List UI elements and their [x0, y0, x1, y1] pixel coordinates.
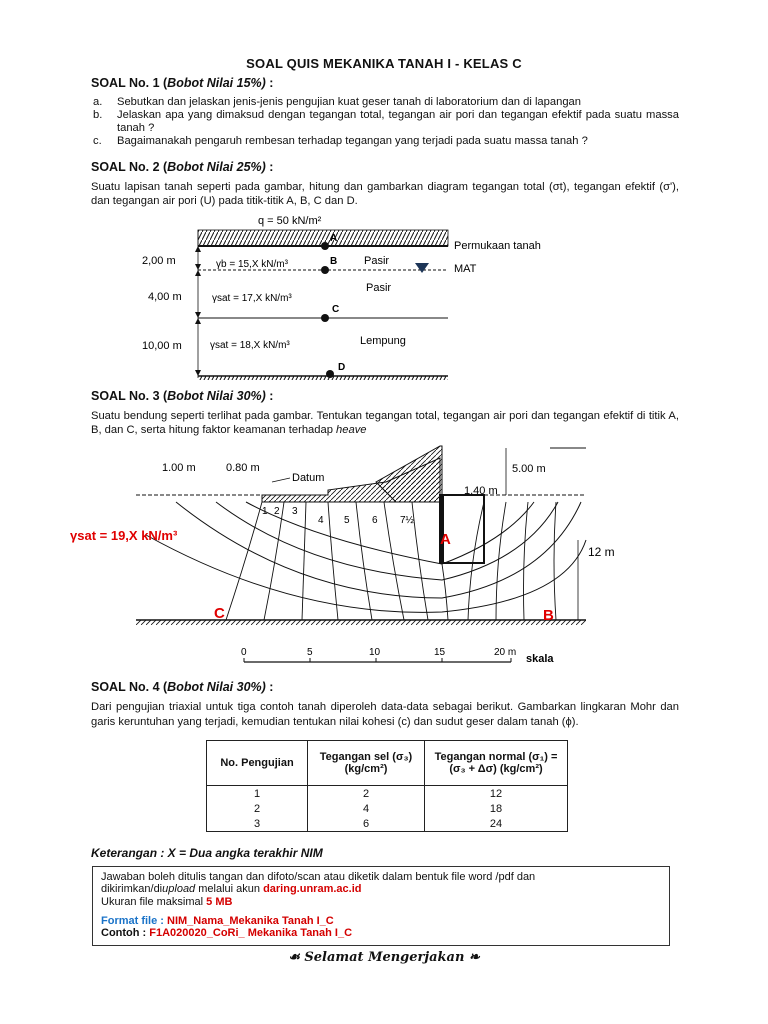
drop-label: 6 [372, 515, 378, 526]
drop-label: 3 [292, 506, 298, 517]
table-cell: 6 [308, 816, 425, 832]
water-table-icon [415, 263, 429, 273]
drop-label: 5 [344, 515, 350, 526]
soal3-text: Suatu bendung seperti terlihat pada gambar. Tentukan tegangan total, tegangan air pori dan tegangan efektif di titik A, B, dan C, serta hitung faktor keamanan terhadap heave [91, 410, 679, 436]
depth-label: 4,00 m [148, 291, 182, 303]
note-line: Ukuran file maksimal 5 MB [101, 895, 233, 908]
scale-tick: 5 [307, 647, 313, 658]
surface-label: Permukaan tanah [454, 240, 541, 252]
table-header-row [207, 741, 568, 786]
point-label: D [338, 362, 346, 373]
footer [0, 950, 768, 965]
list-item: a. Sebutkan dan jelaskan jenis-jenis pengujian kuat geser tanah di laboratorium dan di lapangan [93, 96, 581, 108]
table-row [207, 786, 568, 802]
dim-depth: 12 m [588, 545, 615, 559]
heave-block [440, 495, 484, 563]
datum-label: Datum [292, 472, 325, 484]
dim-left: 1.00 m [162, 462, 196, 474]
table-cell: 4 [308, 801, 425, 816]
soal4-heading: SOAL No. 4 (Bobot Nilai 30%) : [91, 680, 274, 694]
contoh-line: Contoh : F1A020020_CoRi_ Mekanika Tanah I_C [101, 927, 353, 940]
point-b: B [543, 607, 554, 624]
scale-tick: 20 m [494, 647, 517, 658]
list-item: b. Jelaskan apa yang dimaksud dengan tegangan total, tegangan air pori dan tegangan efektif pada suatu massa tanah ? [93, 109, 679, 134]
table-cell: 3 [207, 816, 308, 832]
submission-note [92, 866, 670, 946]
dim-mid: 0.80 m [226, 462, 260, 474]
table-cell: 1 [207, 786, 308, 802]
soal1-list [91, 96, 679, 148]
scale-tick: 15 [434, 647, 446, 658]
equipotential-lines [226, 502, 556, 620]
soal1-heading: SOAL No. 1 (Bobot Nilai 15%) : [91, 76, 274, 90]
drop-label: 2 [274, 506, 280, 517]
table-row [207, 816, 568, 832]
footer-text: Selamat Mengerjakan [304, 950, 465, 965]
table-row [207, 801, 568, 816]
note-line: dikirimkan/diupload melalui akun daring.unram.ac.id [101, 883, 362, 896]
mat-label: MAT [454, 263, 477, 275]
col-header: Tegangan sel (σ₃) (kg/cm²) [308, 741, 425, 786]
gamma-label: γsat = 18,X kN/m³ [210, 340, 290, 351]
drop-label: 4 [318, 515, 324, 526]
soil-label: Pasir [366, 282, 392, 294]
soal3-heading: SOAL No. 3 (Bobot Nilai 30%) : [91, 389, 274, 403]
point-label: A [330, 233, 338, 244]
drop-label: 7½ [400, 515, 414, 526]
triaxial-table [206, 740, 568, 832]
flow-lines [146, 502, 586, 612]
gamma-sat-label: γsat = 19,X kN/m³ [70, 528, 178, 543]
col-header: Tegangan normal (σ₁) = (σ₃ + Δσ) (kg/cm²) [425, 741, 568, 786]
table-cell: 2 [207, 801, 308, 816]
weir-flow-net-diagram [66, 440, 636, 672]
note-line: Jawaban boleh ditulis tangan dan difoto/scan atau diketik dalam bentuk file word /pdf dan [101, 871, 536, 883]
bedrock-hatch [198, 376, 448, 380]
scale-label: skala [526, 653, 554, 665]
depth-label: 10,00 m [142, 340, 182, 352]
drop-label: 1 [262, 506, 268, 517]
soal4-text: Dari pengujian triaxial untuk tiga contoh tanah diperoleh data-data sebagai berikut. Gambarkan lingkaran Mohr dan garis keruntuhan yang terjadi, kemudian tentukan nilai kohesi (c) dan sudut geser dalam tanah (ϕ). [91, 701, 679, 728]
site-link[interactable]: daring.unram.ac.id [263, 883, 362, 896]
soil-label: Lempung [360, 335, 406, 347]
dim-sheet: 1.40 m [464, 485, 498, 497]
table-cell: 12 [425, 786, 568, 802]
soal2-text: Suatu lapisan tanah seperti pada gambar, hitung dan gambarkan diagram tegangan total (σt), tegangan efektif (σ'), dan tegangan air pori (U) pada titik-titik A, B, C dan D. [91, 181, 679, 207]
table-cell: 24 [425, 816, 568, 832]
gamma-label: γb = 15,X kN/m³ [216, 259, 288, 270]
point-label: B [330, 256, 338, 267]
page-title: SOAL QUIS MEKANIKA TANAH I - KELAS C [246, 56, 522, 71]
point-d [326, 370, 334, 378]
scale-tick: 10 [369, 647, 381, 658]
point-c [321, 314, 329, 322]
scale-tick: 0 [241, 647, 247, 658]
ornament-left-icon: ☙ [288, 950, 305, 965]
col-header: No. Pengujian [207, 741, 308, 786]
scale-bar [241, 647, 554, 665]
soil-label: Pasir [364, 255, 390, 267]
depth-label: 2,00 m [142, 255, 176, 267]
point-a [321, 242, 329, 250]
load-label: q = 50 kN/m² [258, 215, 322, 227]
soal2-heading: SOAL No. 2 (Bobot Nilai 25%) : [91, 160, 274, 174]
dim-right: 5.00 m [512, 463, 546, 475]
ornament-right-icon: ❧ [464, 950, 480, 965]
soil-profile-diagram [130, 208, 560, 388]
gamma-label: γsat = 17,X kN/m³ [212, 293, 292, 304]
keterangan: Keterangan : X = Dua angka terakhir NIM [91, 846, 323, 860]
point-b [321, 266, 329, 274]
point-c: C [214, 605, 225, 622]
table-cell: 18 [425, 801, 568, 816]
format-line: Format file : NIM_Nama_Mekanika Tanah I_C [101, 914, 334, 927]
point-label: C [332, 304, 340, 315]
table-cell: 2 [308, 786, 425, 802]
point-a: A [440, 531, 451, 548]
list-item: c. Bagaimanakah pengaruh rembesan terhadap tegangan yang terjadi pada suatu massa tanah ? [93, 135, 588, 147]
